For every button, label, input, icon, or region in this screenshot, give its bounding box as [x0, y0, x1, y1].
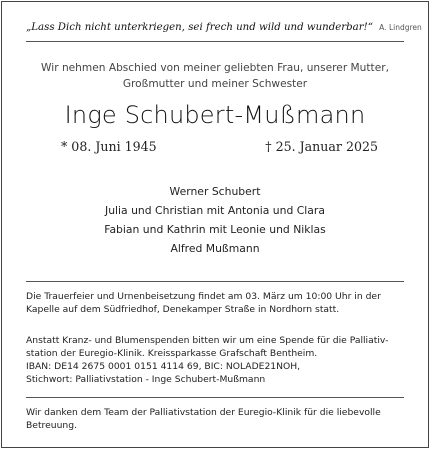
donation-line: Anstatt Kranz- und Blumenspenden bitten wir um eine Spende für die Palliativ-	[26, 335, 389, 346]
divider-bottom	[26, 397, 404, 398]
donation-line: IBAN: DE14 2675 0001 0151 4114 69, BIC: NOLADE21NOH,	[26, 361, 301, 372]
survivor-line: Werner Schubert	[169, 185, 261, 198]
survivor-line: Fabian und Kathrin mit Leonie und Niklas	[104, 223, 326, 236]
thanks-line: Betreuung.	[26, 420, 78, 431]
thanks-info	[26, 406, 410, 432]
divider-middle	[26, 281, 404, 282]
donation-info	[26, 334, 410, 386]
survivor-line: Alfred Mußmann	[170, 242, 260, 255]
funeral-line: Kapelle auf dem Südfriedhof, Denekamper Straße in Nordhorn statt.	[26, 304, 340, 315]
intro-text	[26, 60, 404, 92]
death-date: † 25. Januar 2025	[265, 139, 378, 154]
survivor-line: Julia und Christian mit Antonia und Clara	[105, 204, 325, 217]
donation-line: station der Euregio-Klinik. Kreissparkasse Grafschaft Bentheim.	[26, 348, 318, 359]
quote-text: „Lass Dich nicht unterkriegen, sei frech und wild und wunderbar!“	[26, 22, 373, 33]
birth-date: * 08. Juni 1945	[61, 139, 157, 154]
deceased-name: Inge Schubert-Mußmann	[64, 101, 366, 129]
quote	[26, 22, 422, 33]
quote-attribution: A. Lindgren	[379, 23, 422, 32]
funeral-line: Die Trauerfeier und Urnenbeisetzung findet am 03. März um 10:00 Uhr in der	[26, 291, 381, 302]
funeral-info	[26, 290, 410, 316]
intro-line: Wir nehmen Abschied von meiner geliebten Frau, unserer Mutter,	[41, 62, 389, 74]
thanks-line: Wir danken dem Team der Palliativstation der Euregio-Klinik für die liebevolle	[26, 407, 381, 418]
intro-line: Großmutter und meiner Schwester	[122, 78, 308, 90]
survivors-list	[0, 182, 430, 258]
donation-line: Stichwort: Palliativstation - Inge Schubert-Mußmann	[26, 374, 266, 385]
divider-top	[26, 41, 404, 42]
